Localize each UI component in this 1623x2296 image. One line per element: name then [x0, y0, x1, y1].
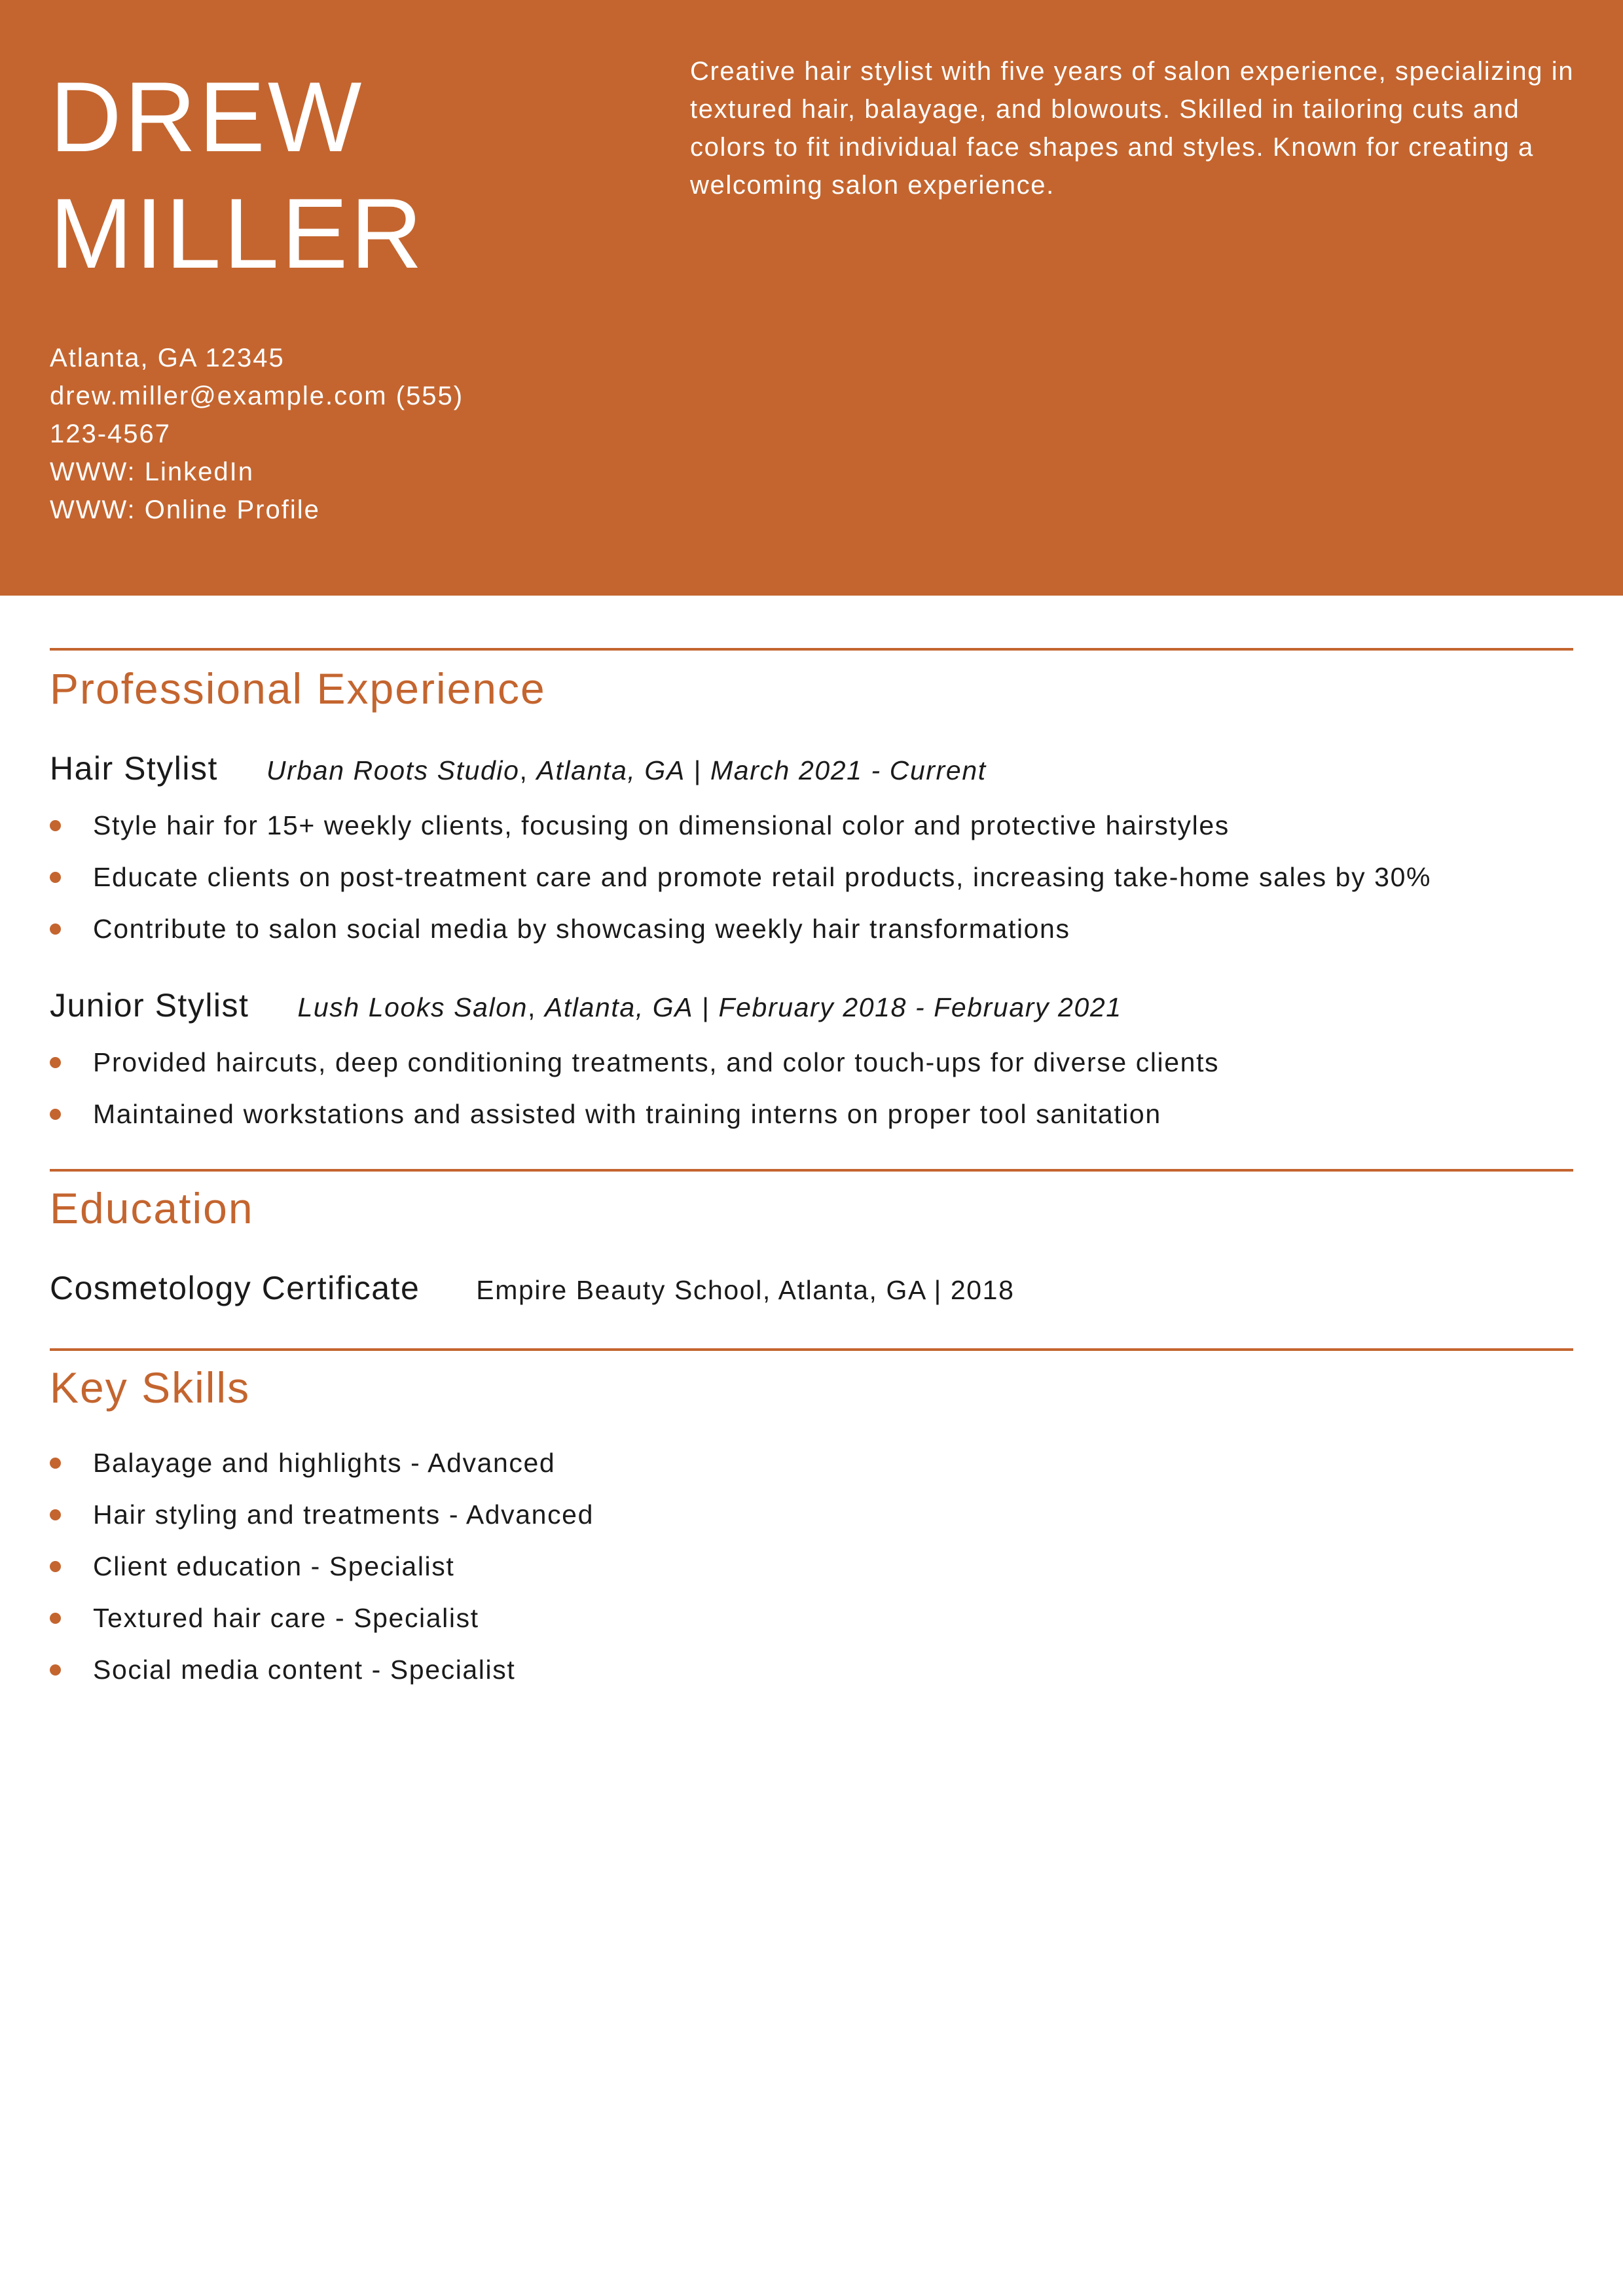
section-divider: [50, 1169, 1573, 1172]
job-company: Lush Looks Salon: [297, 992, 528, 1022]
bullet-icon: [50, 872, 61, 883]
contact-info: [50, 339, 547, 529]
list-item: [50, 800, 1573, 852]
bullet-text: Contribute to salon social media by showcasing weekly hair transformations: [93, 914, 1070, 944]
skills-heading: Key Skills: [50, 1363, 251, 1412]
skill-text: Textured hair care - Specialist: [93, 1603, 479, 1633]
list-item: [50, 1541, 1573, 1592]
skill-text: Balayage and highlights - Advanced: [93, 1448, 556, 1478]
bullet-text: Educate clients on post-treatment care and promote retail products, increasing take-home sales by 30%: [93, 862, 1432, 892]
professional-summary: Creative hair stylist with five years of salon experience, specializing in textured hair, balayage, and blowouts. Skilled in tailoring cuts and colors to fit individual face shapes and styles. Known for creating a welcoming salon experience.: [690, 57, 1575, 200]
job-dates: March 2021 - Current: [710, 755, 987, 785]
bullet-icon: [50, 820, 61, 831]
list-item: [50, 1489, 1573, 1541]
contact-phone-rest: 123-4567: [50, 420, 172, 448]
job-header: [50, 986, 1122, 1033]
experience-heading: Professional Experience: [50, 664, 546, 713]
list-item: [50, 1437, 1573, 1489]
list-item: [50, 1088, 1573, 1140]
bullet-icon: [50, 1613, 61, 1624]
job-meta: Lush Looks Salon, Atlanta, GA | February 2018 - February 2021: [297, 992, 1122, 1022]
bullet-icon: [50, 1509, 61, 1520]
contact-online-profile: WWW: Online Profile: [50, 495, 320, 524]
education-entry: [50, 1268, 1015, 1316]
job-location: Atlanta, GA: [536, 755, 685, 785]
job-title: Hair Stylist: [50, 750, 218, 787]
skill-text: Social media content - Specialist: [93, 1655, 516, 1685]
skill-text: Hair styling and treatments - Advanced: [93, 1499, 594, 1530]
contact-email-phone: drew.miller@example.com (555): [50, 382, 464, 410]
first-name: DREW: [50, 62, 365, 173]
skill-text: Client education - Specialist: [93, 1551, 455, 1581]
job-company: Urban Roots Studio: [266, 755, 520, 785]
job-bullets: [50, 800, 1573, 955]
section-divider: [50, 648, 1573, 651]
contact-location: Atlanta, GA 12345: [50, 344, 285, 372]
list-item: [50, 1644, 1573, 1696]
list-item: [50, 903, 1573, 955]
candidate-name: [50, 59, 639, 292]
bullet-icon: [50, 1561, 61, 1572]
last-name: MILLER: [50, 178, 426, 289]
job-separator: |: [702, 992, 710, 1022]
section-divider: [50, 1348, 1573, 1351]
job-header: [50, 749, 987, 797]
bullet-text: Style hair for 15+ weekly clients, focusing on dimensional color and protective hairstyles: [93, 810, 1230, 840]
bullet-icon: [50, 1664, 61, 1676]
resume-header: [0, 0, 1623, 596]
bullet-icon: [50, 1109, 61, 1120]
job-title: Junior Stylist: [50, 987, 249, 1024]
bullet-icon: [50, 924, 61, 935]
education-details: Empire Beauty School, Atlanta, GA | 2018: [476, 1275, 1015, 1305]
job-separator: |: [693, 755, 702, 785]
list-item: [50, 1592, 1573, 1644]
contact-linkedin: WWW: LinkedIn: [50, 457, 254, 486]
job-location: Atlanta, GA: [544, 992, 694, 1022]
education-heading: Education: [50, 1184, 254, 1232]
job-dates: February 2018 - February 2021: [718, 992, 1122, 1022]
bullet-icon: [50, 1458, 61, 1469]
list-item: [50, 1037, 1573, 1088]
bullet-text: Provided haircuts, deep conditioning treatments, and color touch-ups for diverse clients: [93, 1047, 1220, 1077]
list-item: [50, 852, 1573, 903]
job-bullets: [50, 1037, 1573, 1140]
bullet-icon: [50, 1057, 61, 1068]
education-degree: Cosmetology Certificate: [50, 1270, 420, 1306]
skills-list: [50, 1437, 1573, 1696]
bullet-text: Maintained workstations and assisted with training interns on proper tool sanitation: [93, 1099, 1161, 1129]
job-meta: Urban Roots Studio, Atlanta, GA | March 2021 - Current: [266, 755, 987, 785]
